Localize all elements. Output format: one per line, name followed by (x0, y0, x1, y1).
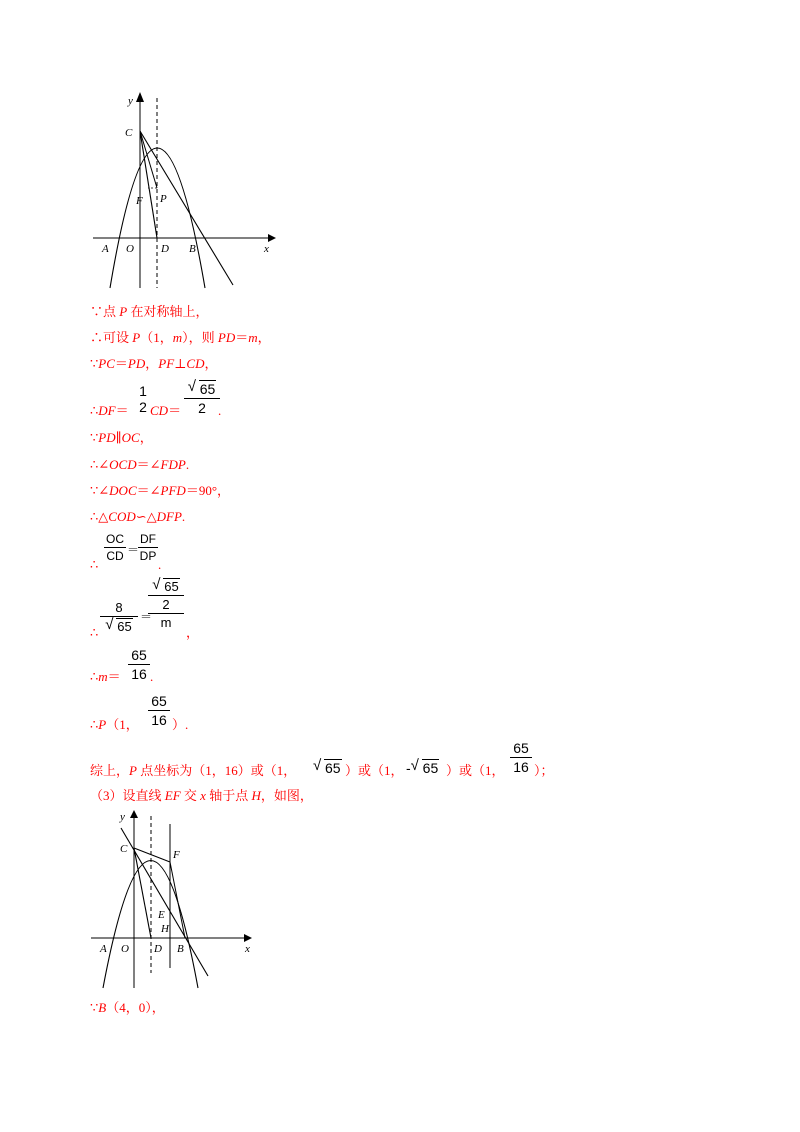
text: ＝ (114, 356, 128, 371)
text: . (150, 669, 154, 684)
denominator: m (160, 615, 172, 630)
text: （3）设直线 (90, 788, 165, 803)
radical: √ 65 (105, 616, 132, 634)
text: ＝ (140, 610, 153, 624)
text-line-11b (150, 668, 153, 686)
fig2-label-c: C (120, 843, 128, 855)
text: ∴△ (90, 509, 109, 524)
text: ∵ (90, 1000, 99, 1015)
var: P (119, 304, 128, 319)
text-line-4b (150, 402, 181, 420)
text: ， (204, 356, 218, 371)
var: x (200, 788, 206, 803)
text-line-12b (172, 716, 188, 734)
text: ）. (172, 717, 189, 732)
var: CD (186, 356, 205, 371)
var: PC (98, 356, 115, 371)
fraction-bar (148, 613, 184, 614)
text: ∵ (90, 356, 99, 371)
text-line-4c (218, 402, 221, 420)
fig1-label-o: O (126, 243, 134, 255)
text: ⊥ (174, 356, 187, 371)
text-line-13 (90, 762, 296, 780)
text: 在对称轴上， (127, 304, 209, 319)
fraction-bar (148, 595, 184, 596)
text: ∴ (90, 669, 99, 684)
var: DOC (109, 483, 137, 498)
text: ＝90°， (185, 483, 231, 498)
fraction-half (136, 383, 150, 415)
fig2-label-a: A (100, 943, 107, 955)
denominator: 2 (139, 399, 147, 415)
text: 点坐标为（1，16）或（1， (136, 763, 297, 778)
fraction-65-over-16 (128, 647, 150, 682)
text: ∴∠ (90, 457, 110, 472)
text-line-15 (90, 999, 165, 1017)
fraction-oc-cd (104, 532, 126, 563)
fig1-label-c: C (125, 127, 133, 139)
numerator: DF (140, 532, 156, 546)
fig1-label-x: x (264, 243, 269, 255)
numerator: 65 (513, 740, 529, 756)
numerator: 65 (131, 647, 147, 663)
denominator: 2 (198, 400, 206, 416)
fig1-label-d: D (161, 243, 169, 255)
fraction-bar (104, 547, 126, 548)
var: FDP (160, 457, 186, 472)
radical: √ 65 (152, 576, 179, 594)
fraction-bar (510, 757, 532, 758)
var: PD (98, 430, 116, 445)
fraction-8-over-sqrt65 (100, 600, 138, 634)
text: ∵∠ (90, 483, 110, 498)
fraction-nested-sqrt65-2-over-m (148, 578, 184, 630)
text: （4，0）， (106, 1000, 165, 1015)
text: . (158, 557, 162, 572)
fraction-bar (148, 710, 170, 711)
text: ， (145, 356, 159, 371)
text-line-5 (90, 429, 153, 447)
radical-neg-sqrt65 (406, 759, 439, 776)
numerator: 8 (115, 600, 123, 615)
fig2-label-x: x (245, 943, 250, 955)
text-line-13b (345, 762, 404, 780)
text-line-14 (90, 787, 313, 805)
fraction-sqrt65-over-2 (184, 380, 220, 416)
numerator: 65 (151, 693, 167, 709)
var: OCD (109, 457, 137, 472)
text: ＝ (168, 403, 182, 418)
radical: √ 65 (187, 378, 216, 397)
var: H (251, 788, 261, 803)
text: ∴ (90, 625, 99, 640)
text: ，如图， (260, 788, 313, 803)
text: ， (186, 625, 200, 640)
var: m (98, 669, 108, 684)
text: ＝ (115, 403, 129, 418)
text: 交 (180, 788, 201, 803)
radicand: 65 (325, 760, 341, 776)
denominator: 16 (513, 759, 529, 775)
text: ＝ (127, 543, 140, 557)
text: . (181, 509, 186, 524)
text: ＝ (235, 330, 249, 345)
radical-sqrt65 (313, 759, 342, 776)
numerator: OC (106, 532, 124, 546)
denominator: 16 (131, 666, 147, 682)
fig2-label-d: D (154, 943, 162, 955)
text: ∴可设 (90, 330, 133, 345)
text-line-10 (90, 624, 98, 642)
var: EF (164, 788, 181, 803)
var: B (98, 1000, 107, 1015)
radical: √ 65 (313, 757, 341, 776)
var: P (132, 330, 141, 345)
text: ∵ (90, 430, 99, 445)
text-line-11 (90, 668, 121, 686)
denominator: 16 (151, 712, 167, 728)
denominator: CD (106, 549, 124, 563)
fig2-label-y: y (120, 811, 125, 823)
fraction-65-over-16-sum (510, 740, 532, 775)
minus-sign: - (406, 760, 411, 776)
text-line-12 (90, 716, 139, 734)
radicand: 65 (422, 760, 439, 776)
text: ， (257, 330, 271, 345)
radical: √ 65 (410, 757, 439, 776)
text: ＝∠ (136, 457, 161, 472)
text: ）或（1， (446, 763, 505, 778)
text: 综上， (90, 763, 130, 778)
radicand: 65 (164, 579, 179, 594)
fraction-df-dp (138, 532, 158, 563)
text: ）或（1， (345, 763, 404, 778)
text-line-3 (90, 355, 217, 373)
var: m (248, 330, 258, 345)
fig1-label-f: F (136, 195, 143, 207)
text-line-13c (446, 762, 505, 780)
var: P (98, 717, 107, 732)
fraction-bar (184, 398, 220, 399)
var: P (129, 763, 137, 778)
text: . (185, 457, 190, 472)
var: PD (217, 330, 236, 345)
text: ∽△ (135, 509, 157, 524)
fig1-label-a: A (102, 243, 109, 255)
radicand: 65 (199, 381, 216, 397)
var: CD (150, 403, 169, 418)
var: m (172, 330, 183, 345)
fig2-label-h: H (161, 923, 169, 935)
denominator: DP (139, 549, 157, 563)
fig2-label-o: O (121, 943, 129, 955)
radicand: 65 (117, 619, 132, 634)
fig1-label-p: P (160, 193, 167, 205)
var: OC (121, 430, 140, 445)
text: ），则 (182, 330, 218, 345)
text-line-10b (186, 624, 199, 642)
fig2-label-e: E (158, 909, 165, 921)
text-line-4 (90, 402, 129, 420)
text-line-7 (90, 482, 230, 500)
fraction-65-over-16-p (148, 693, 170, 728)
figure-1-parabola (88, 88, 288, 293)
text-line-13d (534, 762, 554, 780)
fig2-label-f: F (173, 849, 180, 861)
var: PFD (160, 483, 186, 498)
text-line-8 (90, 508, 185, 526)
text: ）； (534, 763, 554, 778)
text: ∥ (115, 430, 122, 445)
var: DFP (156, 509, 182, 524)
var: COD (108, 509, 136, 524)
text: ∴ (90, 557, 99, 572)
fig1-label-b: B (189, 243, 196, 255)
text-line-1 (90, 303, 208, 321)
text: （1， (106, 717, 139, 732)
text: （1， (140, 330, 173, 345)
numerator: 1 (139, 383, 147, 399)
var: PD (127, 356, 146, 371)
text: ＝∠ (136, 483, 161, 498)
fig1-label-y: y (128, 95, 133, 107)
text: ∴ (90, 717, 99, 732)
figure-2-parabola (88, 808, 268, 993)
text-line-6 (90, 456, 189, 474)
text: ， (139, 430, 153, 445)
fig2-label-b: B (177, 943, 184, 955)
fraction-bar (138, 547, 158, 548)
text-line-9 (90, 556, 98, 574)
inner-denominator: 2 (162, 597, 170, 612)
text-line-9b (158, 556, 161, 574)
var: DF (98, 403, 116, 418)
var: PF (158, 356, 175, 371)
text: 轴于点 (205, 788, 252, 803)
text: ＝ (107, 669, 121, 684)
fraction-bar (128, 664, 150, 665)
text-line-2 (90, 329, 271, 347)
text: ∵点 (90, 304, 120, 319)
text: . (218, 403, 222, 418)
text: ∴ (90, 403, 99, 418)
